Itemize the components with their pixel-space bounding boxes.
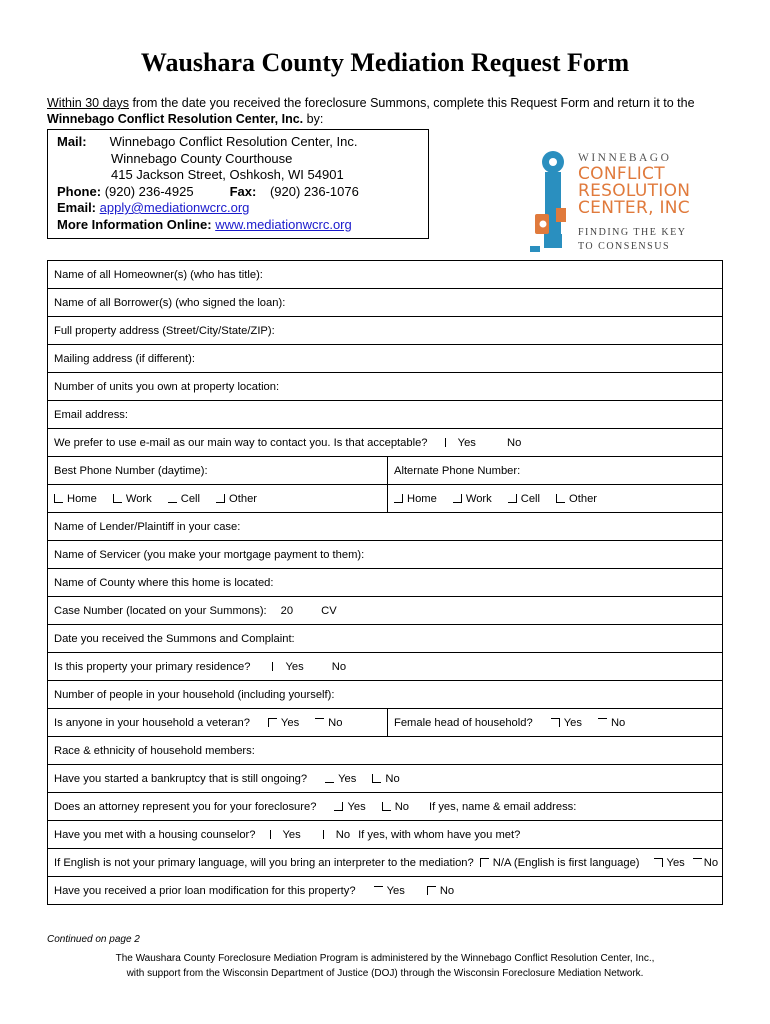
- table-row: [48, 289, 723, 317]
- alt-phone-type: Home Work Cell Other: [388, 485, 723, 513]
- table-row: [48, 597, 723, 625]
- units-field[interactable]: Number of units you own at property location:: [48, 373, 723, 401]
- bankruptcy-no-checkbox[interactable]: [372, 774, 381, 783]
- other-checkbox[interactable]: [216, 494, 225, 503]
- table-row: [48, 373, 723, 401]
- counselor-row: Have you met with a housing counselor? Yes No If yes, with whom have you met?: [48, 821, 723, 849]
- female-no-checkbox[interactable]: [598, 718, 607, 727]
- footer: The Waushara County Foreclosure Mediation Program is administered by the Winnebago Conflict Resolution Center, Inc., with support from the Wisconsin Department of Justice (DOJ) through the Wisconsin Foreclosure Mediation Network.: [115, 953, 655, 979]
- lender-field[interactable]: Name of Lender/Plaintiff in your case:: [48, 513, 723, 541]
- work-checkbox[interactable]: [113, 494, 122, 503]
- continued-note: Continued on page 2: [47, 934, 140, 945]
- alt-phone-field[interactable]: Alternate Phone Number:: [388, 457, 723, 485]
- attorney-yes-checkbox[interactable]: [334, 802, 343, 811]
- contact-box: Mail: Winnebago Conflict Resolution Center, Inc. Winnebago County Courthouse 415 Jackson Street, Oshkosh, WI 54901 Phone: (920) 236-4925 Fax: (920) 236-1076 Email: apply@mediationwcrc.org More Information Online: www.mediationwcrc.org: [47, 129, 429, 239]
- wcrc-logo: WINNEBAGO CONFLICT RESOLUTION CENTER, INC FINDING THE KEY TO CONSENSUS: [530, 148, 690, 252]
- org-name: Winnebago Conflict Resolution Center, Inc.: [47, 112, 304, 126]
- race-field[interactable]: Race & ethnicity of household members:: [48, 737, 723, 765]
- email-address-field[interactable]: Email address:: [48, 401, 723, 429]
- household-count-field[interactable]: Number of people in your household (including yourself):: [48, 681, 723, 709]
- county-field[interactable]: Name of County where this home is located:: [48, 569, 723, 597]
- intro-paragraph: Within 30 days from the date you received the foreclosure Summons, complete this Request Form and return it to the Winnebago Conflict Resolution Center, Inc. by:: [47, 96, 695, 126]
- alt-home-checkbox[interactable]: [394, 494, 403, 503]
- website-link[interactable]: www.mediationwcrc.org: [215, 216, 352, 232]
- table-row: [48, 569, 723, 597]
- servicer-field[interactable]: Name of Servicer (you make your mortgage payment to them):: [48, 541, 723, 569]
- table-row: [48, 429, 723, 457]
- case-number-field[interactable]: Case Number (located on your Summons): 20 CV: [48, 597, 723, 625]
- primary-residence-row: Is this property your primary residence? Yes No: [48, 653, 723, 681]
- mailing-field[interactable]: Mailing address (if different):: [48, 345, 723, 373]
- table-row: [48, 345, 723, 373]
- table-row: [48, 709, 723, 737]
- english-no-checkbox[interactable]: [693, 858, 702, 867]
- table-row: [48, 821, 723, 849]
- bankruptcy-yes-checkbox[interactable]: [325, 774, 334, 783]
- table-row: [48, 653, 723, 681]
- modification-no-checkbox[interactable]: [427, 886, 436, 895]
- english-row: If English is not your primary language, will you bring an interpreter to the mediation? N/A (English is first language) Yes No: [48, 849, 723, 877]
- alt-work-checkbox[interactable]: [453, 494, 462, 503]
- cell-checkbox[interactable]: [168, 494, 177, 503]
- attorney-row: Does an attorney represent you for your foreclosure? Yes No If yes, name & email address:: [48, 793, 723, 821]
- table-row: [48, 261, 723, 289]
- email-pref-row: We prefer to use e-mail as our main way to contact you. Is that acceptable? Yes No: [48, 429, 723, 457]
- table-row: [48, 485, 723, 513]
- best-phone-field[interactable]: Best Phone Number (daytime):: [48, 457, 388, 485]
- page-title: Waushara County Mediation Request Form: [140, 48, 630, 77]
- table-row: [48, 317, 723, 345]
- modification-yes-checkbox[interactable]: [374, 886, 383, 895]
- email-yes-checkbox[interactable]: [445, 438, 454, 447]
- table-row: [48, 401, 723, 429]
- deadline-text: Within 30 days: [47, 96, 129, 110]
- borrowers-field[interactable]: Name of all Borrower(s) (who signed the loan):: [48, 289, 723, 317]
- homeowners-field[interactable]: Name of all Homeowner(s) (who has title):: [48, 261, 723, 289]
- na-english-checkbox[interactable]: [480, 858, 489, 867]
- modification-row: Have you received a prior loan modification for this property? Yes No: [48, 877, 723, 905]
- attorney-no-checkbox[interactable]: [382, 802, 391, 811]
- bankruptcy-row: Have you started a bankruptcy that is still ongoing? Yes No: [48, 765, 723, 793]
- alt-cell-checkbox[interactable]: [508, 494, 517, 503]
- table-row: [48, 681, 723, 709]
- email-link[interactable]: apply@mediationwcrc.org: [99, 200, 250, 215]
- veteran-no-checkbox[interactable]: [315, 718, 324, 727]
- table-row: [48, 457, 723, 485]
- table-row: [48, 849, 723, 877]
- date-received-field[interactable]: Date you received the Summons and Complaint:: [48, 625, 723, 653]
- counselor-no-checkbox[interactable]: [323, 830, 332, 839]
- home-checkbox[interactable]: [54, 494, 63, 503]
- best-phone-type: Home Work Cell Other: [48, 485, 388, 513]
- veteran-row: Is anyone in your household a veteran? Yes No: [48, 709, 388, 737]
- table-row: [48, 541, 723, 569]
- address-field[interactable]: Full property address (Street/City/State/ZIP):: [48, 317, 723, 345]
- request-form-table: [47, 260, 723, 905]
- table-row: [48, 513, 723, 541]
- key-icon: [530, 148, 576, 252]
- alt-other-checkbox[interactable]: [556, 494, 565, 503]
- female-yes-checkbox[interactable]: [551, 718, 560, 727]
- english-yes-checkbox[interactable]: [654, 858, 663, 867]
- table-row: [48, 737, 723, 765]
- table-row: [48, 765, 723, 793]
- counselor-yes-checkbox[interactable]: [270, 830, 279, 839]
- table-row: [48, 877, 723, 905]
- veteran-yes-checkbox[interactable]: [268, 718, 277, 727]
- residence-yes-checkbox[interactable]: [272, 662, 281, 671]
- female-head-row: Female head of household? Yes No: [388, 709, 723, 737]
- table-row: [48, 793, 723, 821]
- table-row: [48, 625, 723, 653]
